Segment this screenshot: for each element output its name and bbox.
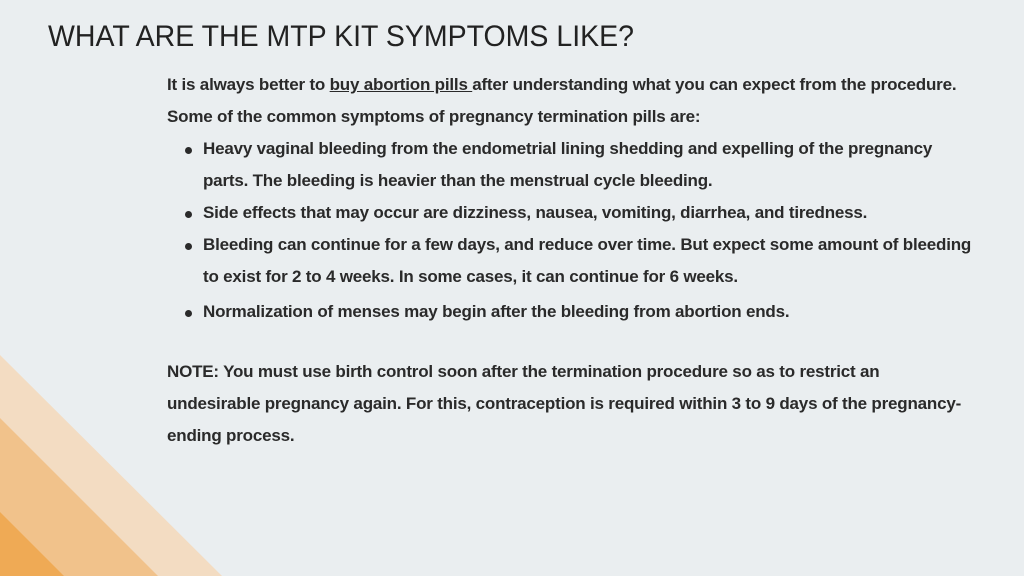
intro-text-after: after understanding what you can expect from the procedure. Some of the common symptoms of pregnancy termination pills are: — [167, 75, 957, 126]
bullet-icon — [185, 243, 192, 250]
bullet-icon — [185, 310, 192, 317]
intro-paragraph — [167, 69, 977, 133]
symptom-list — [167, 133, 977, 328]
note-paragraph: NOTE: You must use birth control soon after the termination procedure so as to restrict an undesirable pregnancy again. For this, contraception is required within 3 to 9 days of the pregnancy-ending process. — [167, 362, 962, 445]
list-item-text: Normalization of menses may begin after the bleeding from abortion ends. — [203, 302, 790, 321]
list-item — [203, 133, 977, 197]
list-item — [203, 197, 977, 229]
slide-body — [167, 69, 977, 452]
list-item-text: Side effects that may occur are dizziness, nausea, vomiting, diarrhea, and tiredness. — [203, 203, 868, 222]
list-item — [203, 229, 977, 293]
list-item-text: Heavy vaginal bleeding from the endometrial lining shedding and expelling of the pregnancy parts. The bleeding is heavier than the menstrual cycle bleeding. — [203, 139, 933, 190]
buy-abortion-pills-link[interactable]: buy abortion pills — [329, 75, 473, 94]
list-item — [203, 296, 977, 328]
bullet-icon — [185, 211, 192, 218]
list-item-text: Bleeding can continue for a few days, and reduce over time. But expect some amount of bleeding to exist for 2 to 4 weeks. In some cases, it can continue for 6 weeks. — [203, 235, 972, 286]
intro-text-before: It is always better to — [167, 75, 330, 94]
bullet-icon — [185, 147, 192, 154]
slide-title: WHAT ARE THE MTP KIT SYMPTOMS LIKE? — [48, 20, 634, 53]
